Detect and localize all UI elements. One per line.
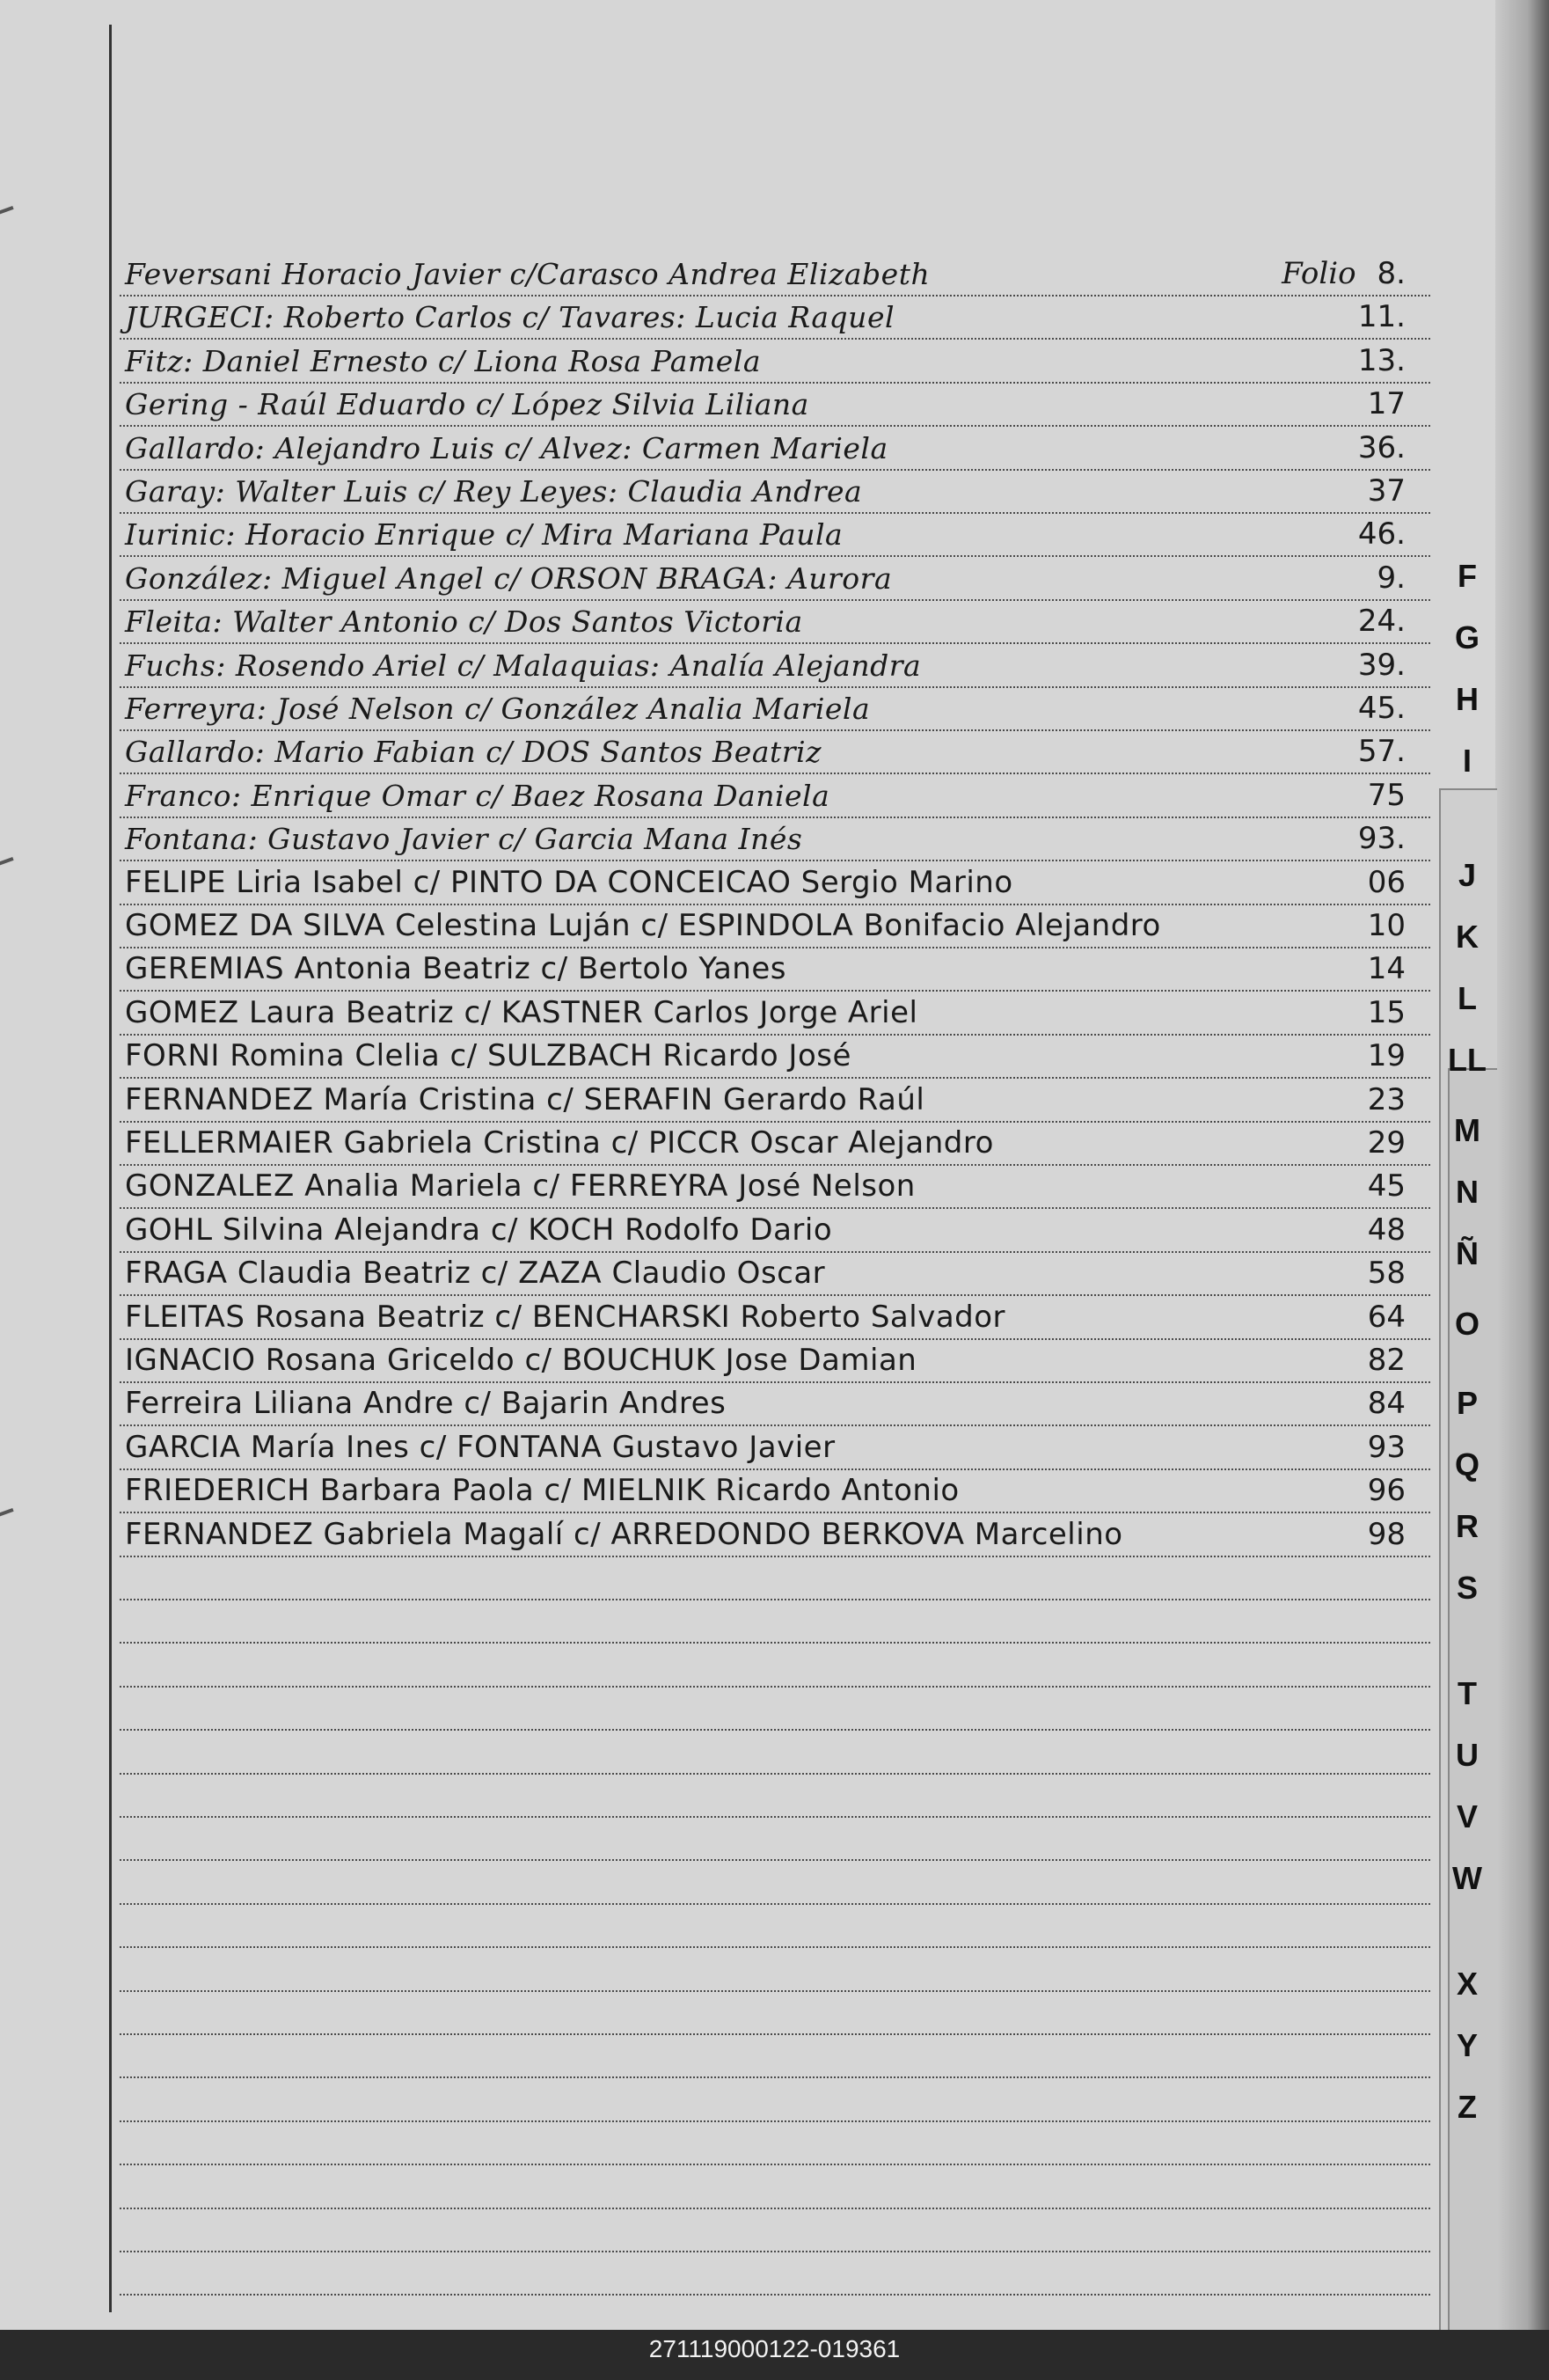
entry-folio xyxy=(1368,1430,1406,1465)
entry-names: FRAGA Claudia Beatriz c/ ZAZA Claudio Oscar xyxy=(125,1256,826,1292)
entry-names: FERNANDEZ Gabriela Magalí c/ ARREDONDO BERKOVA Marcelino xyxy=(125,1516,1123,1552)
index-tab[interactable]: LL xyxy=(1448,1042,1487,1078)
ledger-empty-row xyxy=(120,2250,1430,2296)
entry-folio xyxy=(1358,430,1406,465)
index-tab[interactable]: L xyxy=(1458,980,1477,1016)
folio-number: 15 xyxy=(1367,994,1406,1030)
folio-number: 19 xyxy=(1367,1038,1406,1074)
index-tab[interactable]: W xyxy=(1452,1860,1482,1896)
folio-label: Folio xyxy=(1282,256,1356,291)
entry-folio xyxy=(1358,604,1406,639)
entry-folio xyxy=(1368,1082,1406,1117)
index-tab[interactable]: X xyxy=(1456,1966,1478,2002)
ledger-row xyxy=(120,990,1430,1036)
ledger-row xyxy=(120,816,1430,861)
folio-number: 93 xyxy=(1367,1429,1406,1465)
entry-names: Gallardo: Mario Fabian c/ DOS Santos Beatriz xyxy=(125,735,822,770)
index-tab[interactable]: F xyxy=(1458,558,1477,594)
index-tab[interactable]: Y xyxy=(1456,2027,1478,2063)
entry-names: FERNANDEZ María Cristina c/ SERAFIN Gerardo Raúl xyxy=(125,1081,925,1117)
entry-names: GEREMIAS Antonia Beatriz c/ Bertolo Yanes xyxy=(125,951,786,987)
entry-names: FLEITAS Rosana Beatriz c/ BENCHARSKI Roberto Salvador xyxy=(125,1299,1006,1335)
entry-names: GOMEZ Laura Beatriz c/ KASTNER Carlos Jorge Ariel xyxy=(125,994,918,1030)
index-tab[interactable]: Z xyxy=(1458,2089,1477,2125)
ledger-empty-row xyxy=(120,2032,1430,2078)
entry-folio xyxy=(1368,1256,1406,1291)
ledger-row xyxy=(120,642,1430,688)
entry-names: Franco: Enrique Omar c/ Baez Rosana Daniela xyxy=(125,778,830,813)
ledger-row xyxy=(120,685,1430,731)
ledger-row xyxy=(120,729,1430,774)
entry-folio xyxy=(1368,1473,1406,1508)
index-tab[interactable]: H xyxy=(1456,681,1479,717)
alphabet-index-tabs xyxy=(1432,528,1520,2288)
ledger-row xyxy=(120,1120,1430,1166)
entry-folio xyxy=(1358,691,1406,726)
index-tab[interactable]: S xyxy=(1456,1570,1478,1606)
folio-number: 17 xyxy=(1367,386,1406,422)
entry-names: González: Miguel Angel c/ ORSON BRAGA: Aurora xyxy=(125,560,893,596)
folio-number: 8. xyxy=(1377,256,1406,291)
ledger-row xyxy=(120,1512,1430,1557)
ledger-row xyxy=(120,294,1430,340)
entry-names: FELIPE Liria Isabel c/ PINTO DA CONCEICAO Sergio Marino xyxy=(125,864,1013,900)
ledger-empty-row xyxy=(120,1598,1430,1644)
entry-names: Garay: Walter Luis c/ Rey Leyes: Claudia Andrea xyxy=(125,474,863,509)
entry-folio xyxy=(1368,1212,1406,1248)
ledger-empty-row xyxy=(120,1989,1430,2035)
folio-number: 29 xyxy=(1367,1125,1406,1161)
ledger-row xyxy=(120,1207,1430,1253)
ledger-empty-row xyxy=(120,1815,1430,1861)
ledger-row xyxy=(120,773,1430,818)
folio-number: 96 xyxy=(1367,1473,1406,1509)
entry-folio xyxy=(1358,299,1406,334)
index-tab[interactable]: R xyxy=(1456,1508,1479,1544)
folio-number: 48 xyxy=(1367,1212,1406,1248)
entry-names: Ferreira Liliana Andre c/ Bajarin Andres xyxy=(125,1386,727,1422)
ledger-row xyxy=(120,1468,1430,1513)
entry-folio xyxy=(1368,951,1406,986)
entry-folio xyxy=(1368,386,1406,421)
folio-number: 9. xyxy=(1377,560,1406,596)
folio-number: 84 xyxy=(1367,1386,1406,1422)
ledger-row xyxy=(120,511,1430,557)
folio-number: 36. xyxy=(1357,429,1406,465)
entry-names: FELLERMAIER Gabriela Cristina c/ PICCR Oscar Alejandro xyxy=(125,1125,994,1161)
entry-folio xyxy=(1358,648,1406,683)
entry-folio xyxy=(1368,1125,1406,1161)
entry-names: Gallardo: Alejandro Luis c/ Alvez: Carmen Mariela xyxy=(125,430,888,465)
margin-line xyxy=(109,25,112,2312)
ledger-row xyxy=(120,860,1430,905)
index-tab[interactable]: U xyxy=(1456,1737,1479,1773)
entry-names: GONZALEZ Analia Mariela c/ FERREYRA José Nelson xyxy=(125,1168,916,1205)
index-tab[interactable]: J xyxy=(1458,857,1477,893)
entry-names: Fontana: Gustavo Javier c/ Garcia Mana Inés xyxy=(125,822,803,857)
ledger-empty-row xyxy=(120,2207,1430,2252)
folio-number: 11. xyxy=(1357,299,1406,335)
ledger-row xyxy=(120,1077,1430,1123)
ledger-row xyxy=(120,1033,1430,1079)
ledger-empty-row xyxy=(120,1772,1430,1818)
ledger-row xyxy=(120,425,1430,471)
entry-folio xyxy=(1368,1517,1406,1552)
entry-names: Fitz: Daniel Ernesto c/ Liona Rosa Pamela xyxy=(125,343,762,378)
entry-folio xyxy=(1368,1343,1406,1378)
entry-names: Fleita: Walter Antonio c/ Dos Santos Victoria xyxy=(125,604,803,640)
index-tab[interactable]: K xyxy=(1456,919,1479,955)
folio-number: 98 xyxy=(1367,1516,1406,1552)
ledger-empty-row xyxy=(120,2164,1430,2209)
ledger-row xyxy=(120,381,1430,427)
folio-number: 06 xyxy=(1367,864,1406,900)
ledger-empty-row xyxy=(120,1642,1430,1688)
index-tab[interactable]: P xyxy=(1456,1385,1478,1421)
entry-names: GARCIA María Ines c/ FONTANA Gustavo Javier xyxy=(125,1429,836,1465)
entry-names: JURGECI: Roberto Carlos c/ Tavares: Lucia Raquel xyxy=(125,300,895,335)
folio-number: 58 xyxy=(1367,1256,1406,1292)
folio-number: 13. xyxy=(1357,342,1406,378)
ledger-row xyxy=(120,338,1430,384)
folio-number: 39. xyxy=(1357,647,1406,683)
index-tab[interactable]: N xyxy=(1456,1174,1479,1210)
entry-names: Iurinic: Horacio Enrique c/ Mira Mariana Paula xyxy=(125,517,844,553)
folio-number: 75 xyxy=(1367,777,1406,813)
index-tab[interactable]: Q xyxy=(1454,1446,1480,1483)
index-tab[interactable]: V xyxy=(1456,1798,1478,1834)
entry-names: Gering - Raúl Eduardo c/ López Silvia Liliana xyxy=(125,387,809,422)
folio-number: 45. xyxy=(1357,691,1406,726)
index-tab[interactable]: G xyxy=(1454,619,1480,655)
entry-folio xyxy=(1368,1038,1406,1073)
entry-names: GOMEZ DA SILVA Celestina Luján c/ ESPINDOLA Bonifacio Alejandro xyxy=(125,908,1161,943)
folio-number: 82 xyxy=(1367,1343,1406,1378)
entry-folio xyxy=(1358,821,1406,856)
entry-folio xyxy=(1368,908,1406,943)
ledger-row xyxy=(120,598,1430,644)
entry-names: GOHL Silvina Alejandra c/ KOCH Rodolfo Dario xyxy=(125,1212,833,1248)
index-tab[interactable]: O xyxy=(1454,1306,1480,1342)
entry-folio xyxy=(1358,734,1406,769)
entry-names: Fuchs: Rosendo Ariel c/ Malaquias: Analía Alejandra xyxy=(125,648,922,683)
folio-number: 57. xyxy=(1357,734,1406,770)
ledger-row xyxy=(120,1380,1430,1426)
folio-number: 10 xyxy=(1367,908,1406,943)
ledger-row xyxy=(120,1337,1430,1383)
ledger-empty-row xyxy=(120,1685,1430,1731)
ledger-row xyxy=(120,555,1430,601)
ledger-empty-row xyxy=(120,2120,1430,2165)
entry-names: IGNACIO Rosana Griceldo c/ BOUCHUK Jose Damian xyxy=(125,1343,917,1378)
ledger-ruled-area xyxy=(120,251,1430,2310)
entry-names: Ferreyra: José Nelson c/ González Analia Mariela xyxy=(125,692,871,726)
ledger-row xyxy=(120,1424,1430,1470)
entry-folio xyxy=(1377,560,1406,596)
ledger-empty-row xyxy=(120,1555,1430,1600)
folio-number: 23 xyxy=(1367,1081,1406,1117)
folio-number: 64 xyxy=(1367,1299,1406,1335)
document-id: 271119000122-019361 xyxy=(648,2335,901,2362)
entry-folio xyxy=(1368,778,1406,813)
ledger-row xyxy=(120,1163,1430,1209)
index-tab[interactable]: Ñ xyxy=(1456,1235,1479,1271)
folio-number: 14 xyxy=(1367,951,1406,987)
ledger-row xyxy=(120,468,1430,514)
ledger-empty-row xyxy=(120,1859,1430,1905)
index-tab[interactable]: T xyxy=(1458,1675,1477,1711)
entry-folio xyxy=(1358,516,1406,552)
entry-folio xyxy=(1368,995,1406,1030)
index-tab[interactable]: M xyxy=(1454,1112,1480,1148)
entry-names: FRIEDERICH Barbara Paola c/ MIELNIK Ricardo Antonio xyxy=(125,1473,960,1509)
ledger-row xyxy=(120,1250,1430,1296)
ledger-row xyxy=(120,946,1430,992)
ledger-empty-row xyxy=(120,1946,1430,1992)
ledger-empty-row xyxy=(120,2076,1430,2122)
entry-folio xyxy=(1368,473,1406,509)
entry-folio xyxy=(1368,865,1406,900)
ledger-empty-row xyxy=(120,1729,1430,1775)
index-tab[interactable]: I xyxy=(1462,743,1472,779)
ledger-row xyxy=(120,903,1430,948)
entry-names: Feversani Horacio Javier c/Carasco Andrea Elizabeth xyxy=(125,257,931,291)
folio-number: 37 xyxy=(1367,473,1406,509)
entry-folio xyxy=(1358,343,1406,378)
folio-number: 24. xyxy=(1357,604,1406,640)
folio-number: 93. xyxy=(1357,821,1406,857)
entry-folio xyxy=(1368,1300,1406,1335)
entry-folio xyxy=(1282,256,1406,291)
folio-number: 45 xyxy=(1367,1168,1406,1205)
ledger-row xyxy=(120,1294,1430,1340)
ledger-empty-row xyxy=(120,1902,1430,1948)
entry-folio xyxy=(1368,1168,1406,1204)
entry-names: FORNI Romina Clelia c/ SULZBACH Ricardo José xyxy=(125,1038,851,1074)
folio-number: 46. xyxy=(1357,516,1406,553)
ledger-row xyxy=(120,251,1430,297)
entry-folio xyxy=(1368,1386,1406,1421)
